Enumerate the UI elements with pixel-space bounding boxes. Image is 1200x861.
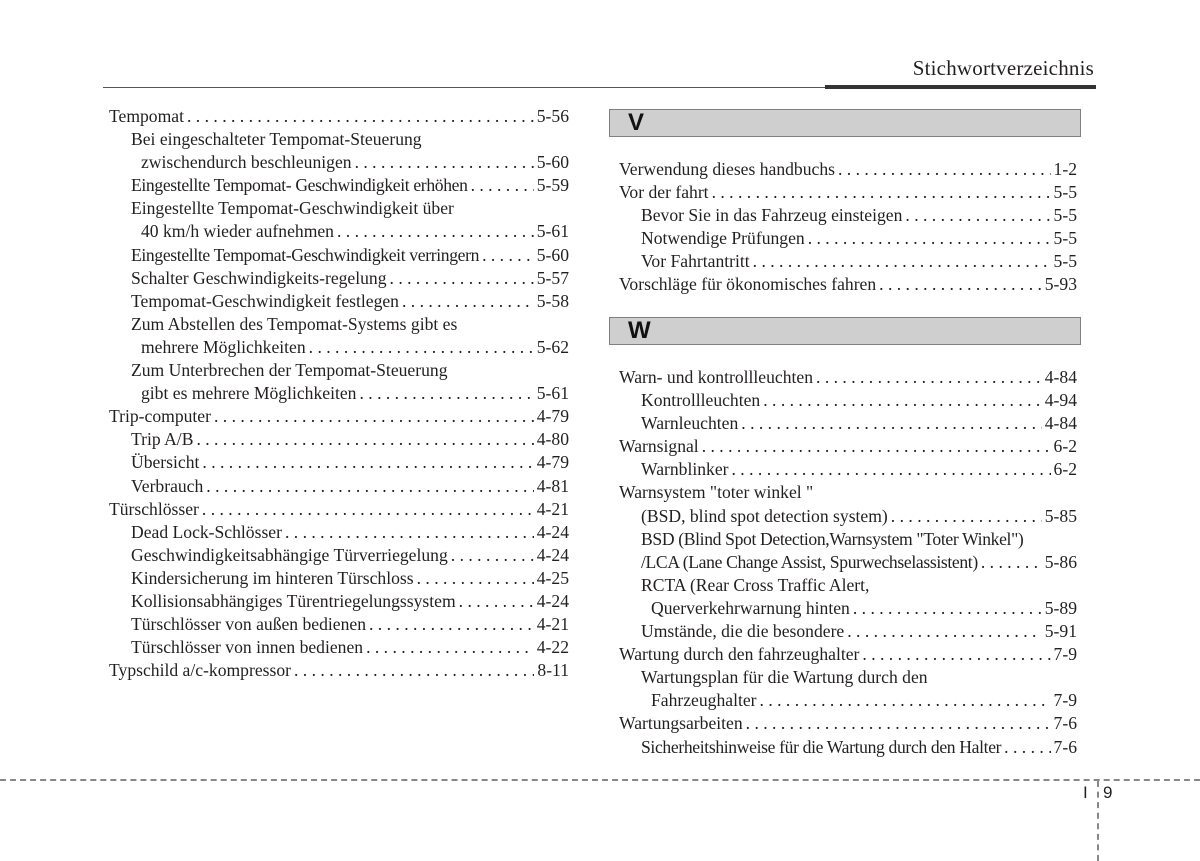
index-entry-page: 5-5 [1053, 205, 1077, 226]
index-entry-term: mehrere Möglichkeiten [141, 336, 306, 357]
index-entry-term: /LCA (Lane Change Assist, Spurwechselassistent) [641, 551, 978, 572]
index-entry-page: 5-93 [1044, 274, 1077, 295]
index-entry-term: Wartung durch den fahrzeughalter [619, 644, 860, 665]
index-entry [109, 521, 569, 544]
index-entry-page: 4-81 [536, 475, 569, 496]
index-entry-page: 5-85 [1044, 505, 1077, 526]
index-entry-page: 7-6 [1053, 713, 1077, 734]
index-entry-term: Eingestellte Tempomat-Geschwindigkeit über [131, 198, 454, 219]
index-entry-term: Zum Unterbrechen der Tempomat-Steuerung [131, 360, 448, 381]
leader-dots [847, 620, 1042, 643]
index-entry-term: Wartungsarbeiten [619, 713, 743, 734]
index-entry [109, 290, 569, 313]
index-entry-page: 4-24 [536, 544, 569, 565]
leader-dots [981, 551, 1042, 574]
leader-dots [732, 458, 1051, 481]
index-entry-term: (BSD, blind spot detection system) [641, 505, 888, 526]
index-entry-page: 7-9 [1053, 644, 1077, 665]
index-entry-term: Türschlösser [109, 498, 199, 519]
leader-dots [753, 250, 1051, 273]
leader-dots [746, 712, 1051, 735]
index-entry-term: Warnleuchten [641, 413, 739, 434]
index-entry [619, 712, 1077, 735]
index-entry-term: Vorschläge für ökonomisches fahren [619, 274, 877, 295]
leader-dots [853, 597, 1042, 620]
index-entry [619, 643, 1077, 666]
index-entry-page: 7-6 [1053, 736, 1077, 757]
leader-dots [471, 174, 534, 197]
index-entry-page: 4-24 [536, 521, 569, 542]
index-entry [619, 666, 1077, 689]
leader-dots [482, 244, 534, 267]
leader-dots [369, 613, 534, 636]
index-entry [619, 528, 1077, 551]
index-entry-term: Übersicht [131, 452, 200, 473]
index-entry-page: 5-60 [536, 244, 569, 265]
leader-dots [359, 382, 533, 405]
index-entry [109, 336, 569, 359]
leader-dots [808, 227, 1051, 250]
index-entry-page: 5-86 [1044, 551, 1077, 572]
index-column-left [109, 105, 569, 682]
index-entry-page: 1-2 [1053, 159, 1077, 179]
index-entry [619, 204, 1077, 227]
section-letter-v: V [628, 109, 645, 136]
index-entry [619, 227, 1077, 250]
index-entry [109, 128, 569, 151]
index-entry-page: 5-61 [536, 383, 569, 404]
leader-dots [741, 412, 1041, 435]
index-entry-page: 5-91 [1044, 621, 1077, 642]
index-entry-term: Verwendung dieses handbuchs [619, 159, 835, 179]
leader-dots [879, 273, 1042, 296]
index-entry-term: Tempomat-Geschwindigkeit festlegen [131, 290, 399, 311]
index-entry-page: 5-59 [536, 175, 569, 196]
section-letter-w: W [628, 317, 651, 344]
footer-rule [0, 779, 1200, 781]
leader-dots [402, 290, 534, 313]
index-entry-page: 8-11 [537, 660, 569, 681]
index-entry-term: Warnsystem "toter winkel " [619, 482, 814, 503]
leader-dots [202, 498, 534, 521]
index-entry-page: 5-60 [536, 152, 569, 173]
index-entry [109, 197, 569, 220]
index-entry-page: 4-94 [1044, 390, 1077, 411]
index-entry-term: Sicherheitshinweise für die Wartung durch den Halter [641, 736, 1002, 757]
index-entry-term: zwischendurch beschleunigen [141, 152, 352, 173]
index-entry [109, 613, 569, 636]
index-entry-page: 5-58 [536, 290, 569, 311]
index-entry [619, 181, 1077, 204]
leader-dots [763, 389, 1042, 412]
leader-dots [214, 405, 534, 428]
index-entry-term: Querverkehrwarnung hinten [651, 597, 850, 618]
index-entry-term: Trip-computer [109, 406, 211, 427]
index-entry [619, 412, 1077, 435]
index-entry [109, 105, 569, 128]
section-header-v [609, 109, 1081, 137]
index-entry-page: 5-89 [1044, 597, 1077, 618]
leader-dots [760, 689, 1051, 712]
index-section-v [619, 158, 1077, 297]
index-section-w [619, 366, 1077, 759]
index-entry-page: 4-79 [536, 452, 569, 473]
index-entry [619, 620, 1077, 643]
index-entry [109, 567, 569, 590]
index-entry [109, 220, 569, 243]
index-entry-page: 4-80 [536, 429, 569, 450]
index-entry [109, 151, 569, 174]
index-entry-page: 5-56 [536, 106, 569, 126]
index-entry [109, 313, 569, 336]
index-entry-term: Eingestellte Tempomat-Geschwindigkeit verringern [131, 244, 480, 265]
index-entry-term: Dead Lock-Schlösser [131, 521, 282, 542]
leader-dots [838, 158, 1051, 181]
index-entry [619, 551, 1077, 574]
index-entry [109, 244, 569, 267]
index-entry-term: Wartungsplan für die Wartung durch den [641, 667, 928, 688]
section-header-w [609, 317, 1081, 345]
index-entry [619, 273, 1077, 296]
leader-dots [702, 435, 1051, 458]
index-entry-page: 5-5 [1053, 251, 1077, 272]
index-entry-term: gibt es mehrere Möglichkeiten [141, 383, 357, 404]
index-entry-term: Kontrollleuchten [641, 390, 761, 411]
index-entry [619, 481, 1077, 504]
index-entry-term: Typschild a/c-kompressor [109, 660, 291, 681]
index-entry-term: Fahrzeughalter [651, 690, 757, 711]
index-entry-term: Kindersicherung im hinteren Türschloss [131, 567, 414, 588]
index-entry-term: Türschlösser von innen bedienen [131, 637, 364, 658]
footer-divider [1097, 781, 1099, 861]
index-entry-page: 4-21 [536, 498, 569, 519]
index-entry [109, 590, 569, 613]
leader-dots [862, 643, 1050, 666]
footer-section-label: I [1083, 783, 1088, 802]
index-entry [109, 451, 569, 474]
leader-dots [891, 505, 1042, 528]
index-entry [619, 435, 1077, 458]
index-entry-term: Trip A/B [131, 429, 194, 450]
index-entry-page: 5-61 [536, 221, 569, 242]
index-entry [619, 458, 1077, 481]
index-entry [109, 544, 569, 567]
index-entry [619, 389, 1077, 412]
index-entry-term: 40 km/h wieder aufnehmen [141, 221, 334, 242]
leader-dots [355, 151, 534, 174]
index-entry [109, 475, 569, 498]
index-entry-page: 5-62 [536, 336, 569, 357]
index-entry [109, 359, 569, 382]
leader-dots [451, 544, 534, 567]
index-entry [619, 574, 1077, 597]
index-entry-page: 6-2 [1053, 459, 1077, 480]
index-entry [619, 597, 1077, 620]
leader-dots [309, 336, 534, 359]
index-entry-term: Eingestellte Tempomat- Geschwindigkeit erhöhen [131, 175, 468, 196]
leader-dots [816, 366, 1042, 389]
index-entry [109, 498, 569, 521]
index-entry [619, 366, 1077, 389]
index-entry-term: Schalter Geschwindigkeits-regelung [131, 267, 387, 288]
leader-dots [206, 475, 533, 498]
index-entry-page: 4-84 [1044, 367, 1077, 387]
index-entry-term: Warn- und kontrollleuchten [619, 367, 814, 387]
index-entry-term: Bei eingeschalteter Tempomat-Steuerung [131, 129, 422, 150]
leader-dots [202, 451, 533, 474]
index-entry-term: BSD (Blind Spot Detection,Warnsystem "Toter Winkel") [641, 528, 1024, 549]
index-entry-term: Verbrauch [131, 475, 204, 496]
index-entry [109, 405, 569, 428]
index-entry [619, 158, 1077, 181]
index-entry [109, 428, 569, 451]
leader-dots [285, 521, 534, 544]
index-entry-term: Vor der fahrt [619, 182, 709, 203]
index-entry-term: Zum Abstellen des Tempomat-Systems gibt es [131, 313, 458, 334]
index-entry-term: Bevor Sie in das Fahrzeug einsteigen [641, 205, 903, 226]
index-entry [619, 505, 1077, 528]
index-entry-page: 7-9 [1053, 690, 1077, 711]
index-entry [619, 736, 1077, 759]
leader-dots [1004, 736, 1050, 759]
index-entry-term: Umstände, die die besondere [641, 621, 845, 642]
index-entry-page: 5-5 [1053, 228, 1077, 249]
page-header-title: Stichwortverzeichnis [912, 56, 1094, 80]
index-entry-term: Vor Fahrtantritt [641, 251, 750, 272]
index-entry-page: 4-84 [1044, 413, 1077, 434]
index-entry-term: Kollisionsabhängiges Türentriegelungssystem [131, 590, 456, 611]
header-rule-accent [825, 85, 1096, 89]
index-entry-page: 4-25 [536, 567, 569, 588]
leader-dots [712, 181, 1051, 204]
index-entry-term: Tempomat [109, 106, 184, 126]
leader-dots [337, 220, 534, 243]
page-number: 9 [1103, 783, 1113, 802]
index-entry [109, 174, 569, 197]
index-entry-page: 4-21 [536, 614, 569, 635]
index-entry-term: Warnsignal [619, 436, 699, 457]
index-entry [619, 250, 1077, 273]
index-entry-page: 4-24 [536, 590, 569, 611]
index-entry-page: 6-2 [1053, 436, 1077, 457]
leader-dots [459, 590, 534, 613]
index-entry-term: Warnblinker [641, 459, 729, 480]
index-entry-page: 4-22 [536, 637, 569, 658]
leader-dots [417, 567, 534, 590]
index-entry-page: 5-5 [1053, 182, 1077, 203]
index-entry-page: 4-79 [536, 406, 569, 427]
leader-dots [366, 636, 534, 659]
index-entry-term: Türschlösser von außen bedienen [131, 614, 366, 635]
leader-dots [196, 428, 533, 451]
index-entry [109, 636, 569, 659]
index-entry [619, 689, 1077, 712]
index-entry [109, 659, 569, 682]
header-rule [103, 87, 825, 88]
index-entry [109, 382, 569, 405]
leader-dots [294, 659, 534, 682]
leader-dots [187, 105, 534, 128]
index-entry-page: 5-57 [536, 267, 569, 288]
leader-dots [390, 267, 534, 290]
index-entry-term: Geschwindigkeitsabhängige Türverriegelung [131, 544, 448, 565]
leader-dots [905, 204, 1050, 227]
index-entry [109, 267, 569, 290]
index-entry-term: RCTA (Rear Cross Traffic Alert, [641, 574, 870, 595]
index-entry-term: Notwendige Prüfungen [641, 228, 805, 249]
